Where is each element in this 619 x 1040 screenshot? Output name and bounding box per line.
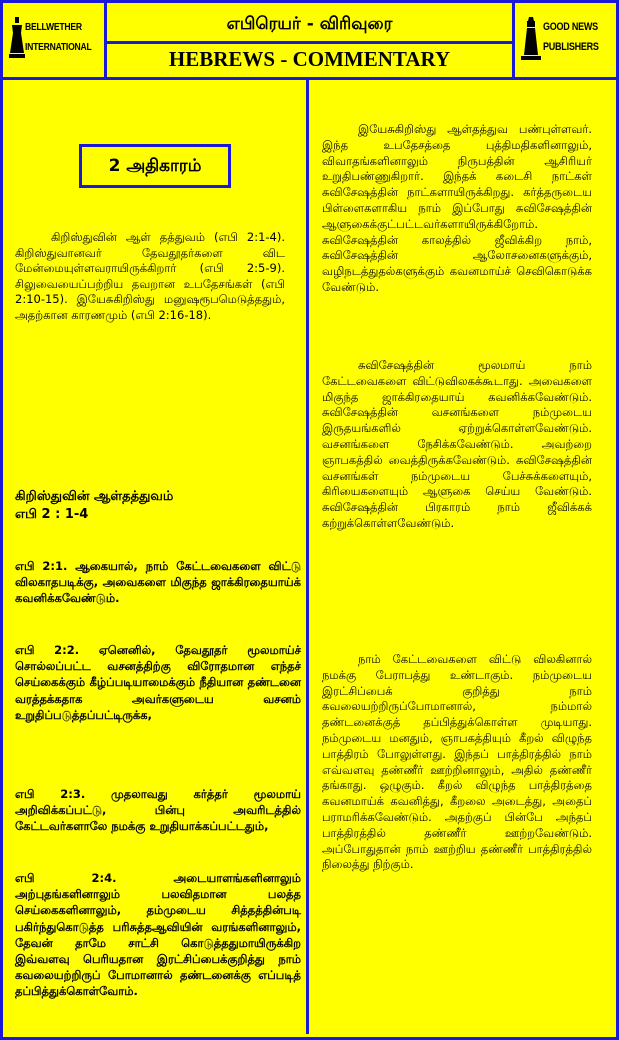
good-news-logo [512,3,616,77]
chapter-intro: கிறிஸ்துவின் ஆள் தத்துவம் (எபி 2:1-4). கிறிஸ்துவானவர் தேவதூதர்களை விட மேன்மையுள்ளவராயிருக்கிறார் (எபி 2:5-9). சிலுவையைப்பற்றிய தவறான உபதேசங்கள் (எபி 2:10-15). இயேசுகிறிஸ்து மனுஷரூபமெடுத்ததும், அதற்கான காரணமும் (எபி 2:16-18). [15,230,285,322]
title-english: HEBREWS - COMMENTARY [107,41,512,74]
commentary-paragraph: சுவிசேஷத்தின் மூலமாய் நாம் கேட்டவைகளை விட்டுவிலகக்கூடாது. அவைகளை மிகுந்த ஜாக்கிரதையாய் கவனிக்கவேண்டும். சுவிசேஷத்தின் வசனங்களை நம்முடைய இருதயங்களில் ஏற்றுக்கொள்ளவேண்டும். வசனங்களை நேசிக்கவேண்டும். அவற்றை ஞாபகத்தில் வைத்திருக்கவேண்டும். சுவிசேஷத்தின் வசனங்கள் நம்முடைய பேச்சுக்களையும், கிரியைகளையும் ஆளுகை செய்ய வேண்டும். சுவிசேஷத்தின் பிரகாரம் நாம் ஜீவிக்கக் கற்றுக்கொள்ளவேண்டும். [322,358,592,530]
logo-line2: INTERNATIONAL [25,41,92,53]
verse-1: எபி 2:1. ஆகையால், நாம் கேட்டவைகளை விட்டு விலகாதபடிக்கு, அவைகளை மிகுந்த ஜாக்கிரதையாய்க் கவனிக்கவேண்டும். [15,559,301,606]
bellwether-logo [3,3,107,77]
verse-2: எபி 2:2. ஏனெனில், தேவதூதர் மூலமாய்ச் சொல்லப்பட்ட வசனத்திற்கு விரோதமான எந்தச் செய்கைக்கும் கீழ்ப்படியாமைக்கும் நீதியான தண்டனை வரத்தக்கதாக அவர்களுடைய வசனம் உறுதிப்படுத்தப்பட்டிருக்க, [15,643,301,722]
chapter-heading: 2 அதிகாரம் [79,144,231,188]
logo-line2: PUBLISHERS [543,41,599,53]
verse-3: எபி 2:3. முதலாவது கர்த்தர் மூலமாய் அறிவிக்கப்பட்டு, பின்பு அவரிடத்தில் கேட்டவர்களாலே நமக்கு உறுதியாக்கப்பட்டதும், [15,787,301,834]
left-column [3,80,309,1034]
logo-line1: BELLWETHER [25,21,82,33]
header [3,3,616,80]
section-title: கிறிஸ்துவின் ஆள்தத்துவம் [15,489,174,504]
commentary-paragraph: நாம் கேட்டவைகளை விட்டு விலகினால் நமக்கு பேராபத்து உண்டாகும். நம்முடைய இரட்சிப்பைக் குறித்து நாம் கவலையற்றிருப்போமானால், நம்மால் தண்டனைக்குத் தப்பித்துக்கொள்ள முடியாது. நம்முடைய மனதும், ஞாபகத்தியும் கீறல் விழுந்த பாத்திரம் போலுள்ளது. இந்தப் பாத்திரத்தில் நாம் எவ்வளவு தண்ணீர் ஊற்றினாலும், அதில் தண்ணீர் தங்காது. ஒழுகும். கீறல் விழுந்த பாத்திரத்தை கவனமாய்க் கவனித்து, கீறலை அடைத்து, அதைப் பராமரிக்கவேண்டும். அதற்குப் பின்பே அந்தப் பாத்திரத்தில் தண்ணீர் ஊற்றவேண்டும். அப்போதுதான் நாம் ஊற்றிய தண்ணீர் பாத்திரத்தில் நிலைத்து நிற்கும். [322,652,592,872]
section-heading [15,488,285,524]
title-tamil: எபிரெயர் - விரிவுரை [226,14,393,34]
verse-4: எபி 2:4. அடையாளங்களினாலும் அற்புதங்களினாலும் பலவிதமான பலத்த செய்கைகளினாலும், தம்முடைய சித்தத்தின்படி பகிர்ந்துகொடுத்த பரிசுத்தஆவியின் வரங்களினாலும், தேவன் தாமே சாட்சி கொடுத்ததுமாயிருக்கிற இவ்வளவு பெரியதான இரட்சிப்பைக்குறித்து நாம் கவலையற்றிருப் போமானால் தண்டனைக்கு எப்படித் தப்பித்துக்கொள்வோம். [15,871,301,999]
commentary-paragraph: இயேசுகிறிஸ்து ஆள்தத்துவ பண்புள்ளவர். இந்த உபதேசத்தை புத்திமதிகளினாலும், விவாதங்களினாலும் நிருபத்தின் ஆசிரியர் உறுதிபண்ணுகிறார். இந்தக் கடைசி நாட்கள் சுவிசேஷத்தின் நாட்களாயிருக்கிறது. கர்த்தருடைய பிள்ளைகளாகிய நாம் இப்போது சுவிசேஷத்தின் ஆளுகைக்குட்பட்டவர்களாயிருக்கிறோம். சுவிசேஷத்தின் காலத்தில் ஜீவிக்கிற நாம், சுவிசேஷத்தின் ஆலோசனைகளுக்கும், வழிநடத்துதல்களுக்கும் கவனமாய்ச் செவிகொடுக்க வேண்டும். [322,122,592,294]
title-area [107,3,512,77]
right-column [312,80,616,1034]
section-reference: எபி 2 : 1-4 [15,507,89,522]
lighthouse-icon [521,17,541,61]
logo-line1: GOOD NEWS [543,21,598,33]
bell-icon [9,17,25,61]
